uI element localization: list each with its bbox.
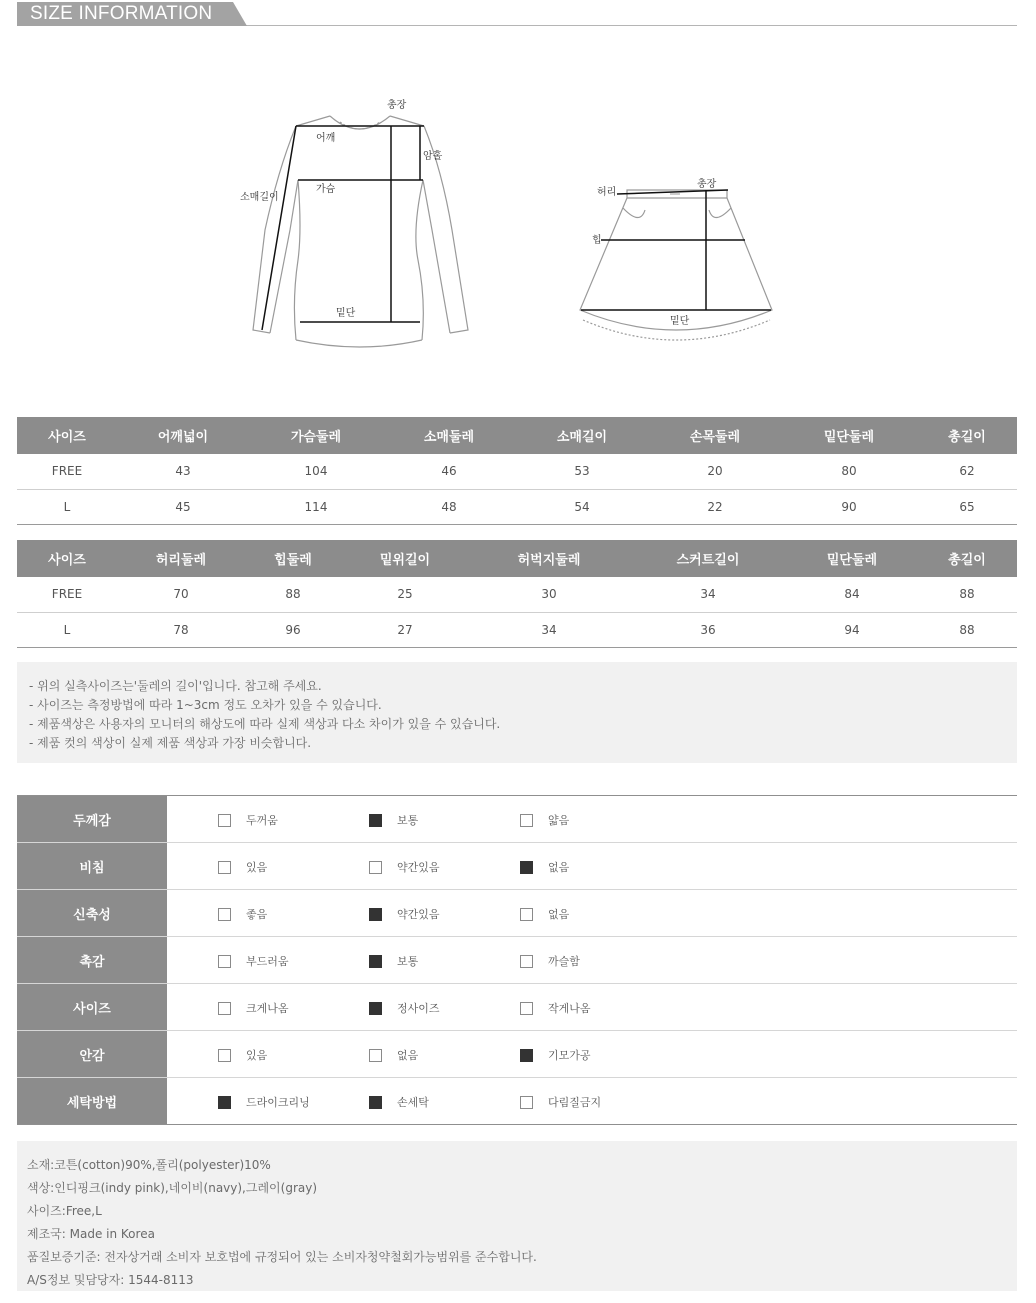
label-chest: 가슴 bbox=[316, 184, 336, 195]
option-label: 없음 bbox=[397, 1049, 419, 1062]
label-skirt-length: 총장 bbox=[697, 179, 717, 190]
option-label: 드라이크리닝 bbox=[246, 1096, 310, 1109]
attribute-option bbox=[520, 954, 580, 968]
attribute-option bbox=[218, 1095, 310, 1109]
note-line: - 위의 실측사이즈는'둘레의 길이'입니다. 참고해 주세요. bbox=[29, 679, 322, 693]
table-cell: 114 bbox=[249, 489, 383, 524]
note-line: - 제품 컷의 색상이 실제 제품 색상과 가장 비슷합니다. bbox=[29, 736, 312, 750]
option-label: 없음 bbox=[548, 861, 570, 874]
info-sizes: 사이즈:Free,L bbox=[27, 1204, 102, 1218]
attribute-option bbox=[520, 907, 569, 921]
table-cell: 88 bbox=[917, 612, 1017, 647]
table-cell: 54 bbox=[515, 489, 649, 524]
table-header-cell: 가슴둘레 bbox=[249, 417, 383, 454]
section-header-tab bbox=[17, 2, 233, 26]
attribute-option bbox=[218, 954, 289, 968]
top-measure-lines bbox=[262, 126, 424, 330]
table-cell: 30 bbox=[469, 577, 629, 612]
table-cell: 53 bbox=[515, 454, 649, 489]
table-cell: 78 bbox=[117, 612, 245, 647]
checkbox bbox=[520, 908, 533, 921]
checkbox bbox=[369, 955, 382, 968]
label-skirt-hem: 밑단 bbox=[670, 316, 690, 327]
checkbox bbox=[218, 1002, 231, 1015]
table-cell: 84 bbox=[787, 577, 917, 612]
table-cell: 45 bbox=[117, 489, 249, 524]
table-header-cell: 밑단둘레 bbox=[787, 540, 917, 577]
table-header-cell: 손목둘레 bbox=[649, 417, 781, 454]
option-label: 부드러움 bbox=[246, 955, 289, 968]
section-title: SIZE INFORMATION bbox=[30, 3, 213, 24]
size-table-bottom bbox=[17, 540, 1017, 648]
table-cell: 22 bbox=[649, 489, 781, 524]
product-info bbox=[17, 1141, 1017, 1291]
attribute-label: 두께감 bbox=[17, 796, 167, 842]
table-cell: 46 bbox=[383, 454, 515, 489]
option-label: 좋음 bbox=[246, 908, 268, 921]
label-top-hem: 밑단 bbox=[336, 308, 356, 319]
checkbox bbox=[369, 1096, 382, 1109]
attribute-label: 안감 bbox=[17, 1031, 167, 1077]
table-header-cell: 어깨넓이 bbox=[117, 417, 249, 454]
size-notes bbox=[17, 662, 1017, 763]
table-header-cell: 사이즈 bbox=[17, 540, 117, 577]
table-cell: 48 bbox=[383, 489, 515, 524]
attribute-option bbox=[520, 813, 569, 827]
option-label: 약간있음 bbox=[397, 861, 440, 874]
table-header-cell: 소매둘레 bbox=[383, 417, 515, 454]
table-cell: 88 bbox=[245, 577, 341, 612]
attribute-label: 신축성 bbox=[17, 890, 167, 936]
fabric-attributes bbox=[17, 795, 1017, 1125]
table-header-cell: 힙둘레 bbox=[245, 540, 341, 577]
info-colors: 색상:인디핑크(indy pink),네이비(navy),그레이(gray) bbox=[27, 1181, 318, 1195]
skirt-measure-lines bbox=[581, 190, 771, 310]
table-header-cell: 총길이 bbox=[917, 417, 1017, 454]
attribute-option bbox=[218, 907, 267, 921]
table-header-cell: 소매길이 bbox=[515, 417, 649, 454]
table-cell: 65 bbox=[917, 489, 1017, 524]
option-label: 두꺼움 bbox=[246, 814, 278, 827]
attribute-row-fit bbox=[17, 984, 1017, 1031]
checkbox bbox=[218, 1049, 231, 1062]
attribute-option bbox=[218, 813, 278, 827]
option-label: 있음 bbox=[246, 1049, 268, 1062]
attribute-row-stretch bbox=[17, 890, 1017, 937]
table-cell: L bbox=[17, 612, 117, 647]
checkbox bbox=[520, 814, 533, 827]
table-cell: L bbox=[17, 489, 117, 524]
table-cell: 104 bbox=[249, 454, 383, 489]
table-cell: 27 bbox=[341, 612, 469, 647]
attribute-row-texture bbox=[17, 937, 1017, 984]
attribute-label: 비침 bbox=[17, 843, 167, 889]
table-row bbox=[17, 454, 1017, 489]
attribute-option bbox=[369, 860, 440, 874]
attribute-label: 사이즈 bbox=[17, 984, 167, 1030]
table-header-cell: 사이즈 bbox=[17, 417, 117, 454]
option-label: 있음 bbox=[246, 861, 268, 874]
checkbox bbox=[218, 1096, 231, 1109]
option-label: 다림질금지 bbox=[548, 1096, 602, 1109]
table-cell: FREE bbox=[17, 454, 117, 489]
label-waist: 허리 bbox=[597, 187, 617, 198]
info-as-contact: A/S정보 및담당자: 1544-8113 bbox=[27, 1273, 194, 1287]
table-cell: 94 bbox=[787, 612, 917, 647]
section-header bbox=[17, 2, 1017, 26]
checkbox bbox=[218, 955, 231, 968]
table-header-cell: 밑위길이 bbox=[341, 540, 469, 577]
table-cell: 36 bbox=[629, 612, 787, 647]
table-cell: 20 bbox=[649, 454, 781, 489]
attribute-option bbox=[369, 907, 440, 921]
measurement-diagram bbox=[0, 30, 1036, 410]
attribute-row-thickness bbox=[17, 796, 1017, 843]
attribute-option bbox=[369, 1001, 440, 1015]
option-label: 보통 bbox=[397, 955, 419, 968]
option-label: 얇음 bbox=[548, 814, 570, 827]
checkbox bbox=[520, 861, 533, 874]
checkbox bbox=[520, 1096, 533, 1109]
attribute-row-lining bbox=[17, 1031, 1017, 1078]
info-warranty: 품질보증기준: 전자상거래 소비자 보호법에 규정되어 있는 소비자청약철회가능범위를 준수합니다. bbox=[27, 1250, 537, 1264]
attribute-option bbox=[369, 1095, 429, 1109]
info-origin: 제조국: Made in Korea bbox=[27, 1227, 155, 1241]
checkbox bbox=[369, 861, 382, 874]
option-label: 정사이즈 bbox=[397, 1002, 440, 1015]
table-header-cell: 밑단둘레 bbox=[781, 417, 917, 454]
checkbox bbox=[218, 814, 231, 827]
table-header-cell: 허벅지둘레 bbox=[469, 540, 629, 577]
label-hip: 힙 bbox=[592, 235, 602, 246]
attribute-row-washing bbox=[17, 1078, 1017, 1125]
table-header-cell: 스커트길이 bbox=[629, 540, 787, 577]
attribute-option bbox=[520, 860, 569, 874]
attribute-option bbox=[520, 1048, 591, 1062]
table-header-row bbox=[17, 540, 1017, 577]
option-label: 크게나옴 bbox=[246, 1002, 289, 1015]
note-line: - 사이즈는 측정방법에 따라 1~3cm 정도 오차가 있을 수 있습니다. bbox=[29, 698, 382, 712]
table-cell: 25 bbox=[341, 577, 469, 612]
attribute-label: 촉감 bbox=[17, 937, 167, 983]
table-header-row bbox=[17, 417, 1017, 454]
checkbox bbox=[520, 1002, 533, 1015]
table-cell: 96 bbox=[245, 612, 341, 647]
table-cell: 34 bbox=[629, 577, 787, 612]
label-shoulder: 어깨 bbox=[316, 133, 336, 144]
label-armhole: 암홀 bbox=[423, 151, 443, 162]
attribute-row-sheerness bbox=[17, 843, 1017, 890]
label-sleeve-length: 소매길이 bbox=[240, 192, 279, 203]
option-label: 없음 bbox=[548, 908, 570, 921]
checkbox bbox=[369, 1002, 382, 1015]
attribute-option bbox=[218, 1048, 267, 1062]
attribute-label: 세탁방법 bbox=[17, 1078, 167, 1124]
option-label: 손세탁 bbox=[397, 1096, 429, 1109]
attribute-option bbox=[520, 1095, 601, 1109]
table-cell: 88 bbox=[917, 577, 1017, 612]
note-line: - 제품색상은 사용자의 모니터의 해상도에 따라 실제 색상과 다소 차이가 있을 수 있습니다. bbox=[29, 717, 501, 731]
table-cell: 90 bbox=[781, 489, 917, 524]
table-row bbox=[17, 612, 1017, 647]
checkbox bbox=[218, 908, 231, 921]
table-row bbox=[17, 577, 1017, 612]
attribute-option bbox=[218, 1001, 289, 1015]
attribute-option bbox=[369, 1048, 418, 1062]
option-label: 작게나옴 bbox=[548, 1002, 591, 1015]
attribute-option bbox=[218, 860, 267, 874]
info-material: 소재:코튼(cotton)90%,폴리(polyester)10% bbox=[27, 1158, 271, 1172]
table-row bbox=[17, 489, 1017, 524]
size-table-top bbox=[17, 417, 1017, 525]
table-cell: 80 bbox=[781, 454, 917, 489]
checkbox bbox=[369, 908, 382, 921]
checkbox bbox=[369, 814, 382, 827]
table-header-cell: 허리둘레 bbox=[117, 540, 245, 577]
attribute-option bbox=[369, 813, 418, 827]
attribute-option bbox=[369, 954, 418, 968]
checkbox bbox=[520, 955, 533, 968]
table-cell: FREE bbox=[17, 577, 117, 612]
option-label: 보통 bbox=[397, 814, 419, 827]
table-cell: 34 bbox=[469, 612, 629, 647]
option-label: 기모가공 bbox=[548, 1049, 591, 1062]
label-top-length: 총장 bbox=[387, 100, 407, 111]
attribute-option bbox=[520, 1001, 591, 1015]
option-label: 약간있음 bbox=[397, 908, 440, 921]
checkbox bbox=[218, 861, 231, 874]
option-label: 까슬함 bbox=[548, 955, 580, 968]
table-cell: 62 bbox=[917, 454, 1017, 489]
table-cell: 70 bbox=[117, 577, 245, 612]
checkbox bbox=[369, 1049, 382, 1062]
table-header-cell: 총길이 bbox=[917, 540, 1017, 577]
checkbox bbox=[520, 1049, 533, 1062]
table-cell: 43 bbox=[117, 454, 249, 489]
